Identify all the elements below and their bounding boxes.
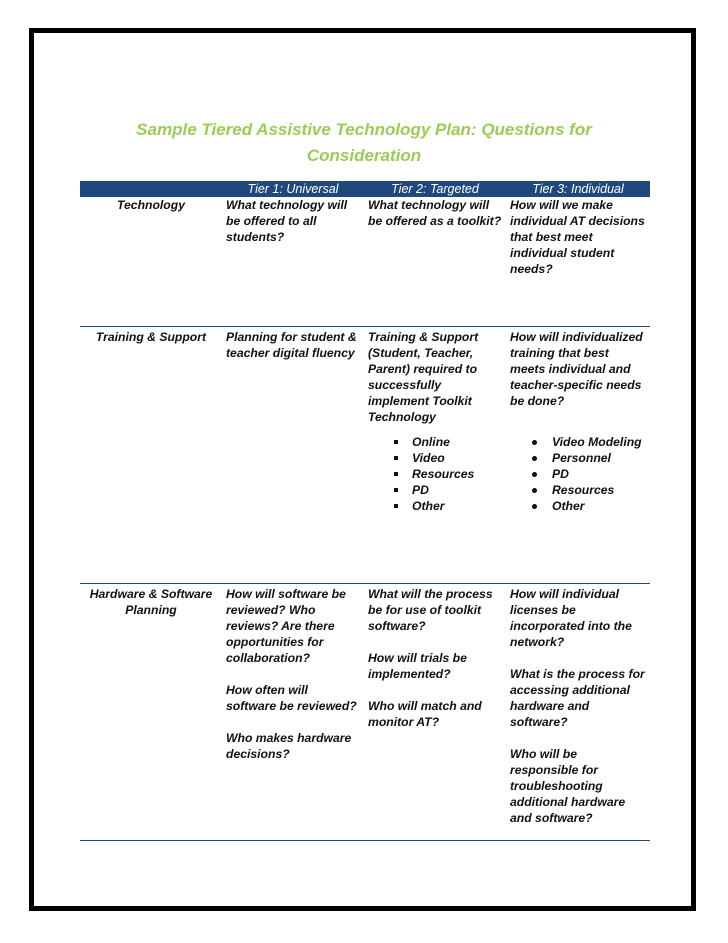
cell-technology-tier1: What technology will be offered to all students? xyxy=(222,197,364,327)
row-label-hardware: Hardware & Software Planning xyxy=(80,584,222,841)
header-row xyxy=(80,181,650,197)
header-tier1: Tier 1: Universal xyxy=(222,181,364,197)
header-blank xyxy=(80,181,222,197)
question: How will individual licenses be incorporated into the network? xyxy=(510,587,632,649)
list-item: Video Modeling xyxy=(528,434,646,450)
list-item: Other xyxy=(392,498,502,514)
training-tier3-list xyxy=(510,434,646,514)
row-label-technology: Technology xyxy=(80,197,222,327)
cell-technology-tier2: What technology will be offered as a toolkit? xyxy=(364,197,506,327)
list-item: Personnel xyxy=(528,450,646,466)
row-technology xyxy=(80,197,650,327)
question: Who will be responsible for troubleshooting additional hardware and software? xyxy=(510,747,626,825)
question: How often will software be reviewed? xyxy=(226,683,357,713)
cell-training-tier1: Planning for student & teacher digital fluency xyxy=(222,327,364,584)
question: How will software be reviewed? Who reviews? Are there opportunities for collaboration? xyxy=(226,587,346,665)
plan-table xyxy=(80,181,650,841)
cell-hardware-tier1 xyxy=(222,584,364,841)
question: Who makes hardware decisions? xyxy=(226,731,352,761)
question: Who will match and monitor AT? xyxy=(368,699,482,729)
training-tier2-list xyxy=(368,434,502,514)
row-hardware xyxy=(80,584,650,841)
list-item: Other xyxy=(528,498,646,514)
question: How will trials be implemented? xyxy=(368,651,467,681)
cell-hardware-tier3 xyxy=(506,584,650,841)
cell-hardware-tier2 xyxy=(364,584,506,841)
question: What will the process be for use of toolkit software? xyxy=(368,587,493,633)
row-label-training: Training & Support xyxy=(80,327,222,584)
header-tier3: Tier 3: Individual xyxy=(506,181,650,197)
training-tier3-text: How will individualized training that best meets individual and teacher-specific needs be done? xyxy=(510,330,643,408)
training-tier2-text: Training & Support (Student, Teacher, Parent) required to successfully implement Toolkit Technology xyxy=(368,330,479,424)
row-training xyxy=(80,327,650,584)
list-item: PD xyxy=(528,466,646,482)
list-item: Resources xyxy=(528,482,646,498)
list-item: Resources xyxy=(392,466,502,482)
cell-technology-tier3: How will we make individual AT decisions that best meet individual student needs? xyxy=(506,197,650,327)
header-tier2: Tier 2: Targeted xyxy=(364,181,506,197)
cell-training-tier2 xyxy=(364,327,506,584)
document-title: Sample Tiered Assistive Technology Plan: Questions for Consideration xyxy=(136,120,592,165)
list-item: Video xyxy=(392,450,502,466)
cell-training-tier3 xyxy=(506,327,650,584)
question: What is the process for accessing additional hardware and software? xyxy=(510,667,645,729)
list-item: Online xyxy=(392,434,502,450)
list-item: PD xyxy=(392,482,502,498)
